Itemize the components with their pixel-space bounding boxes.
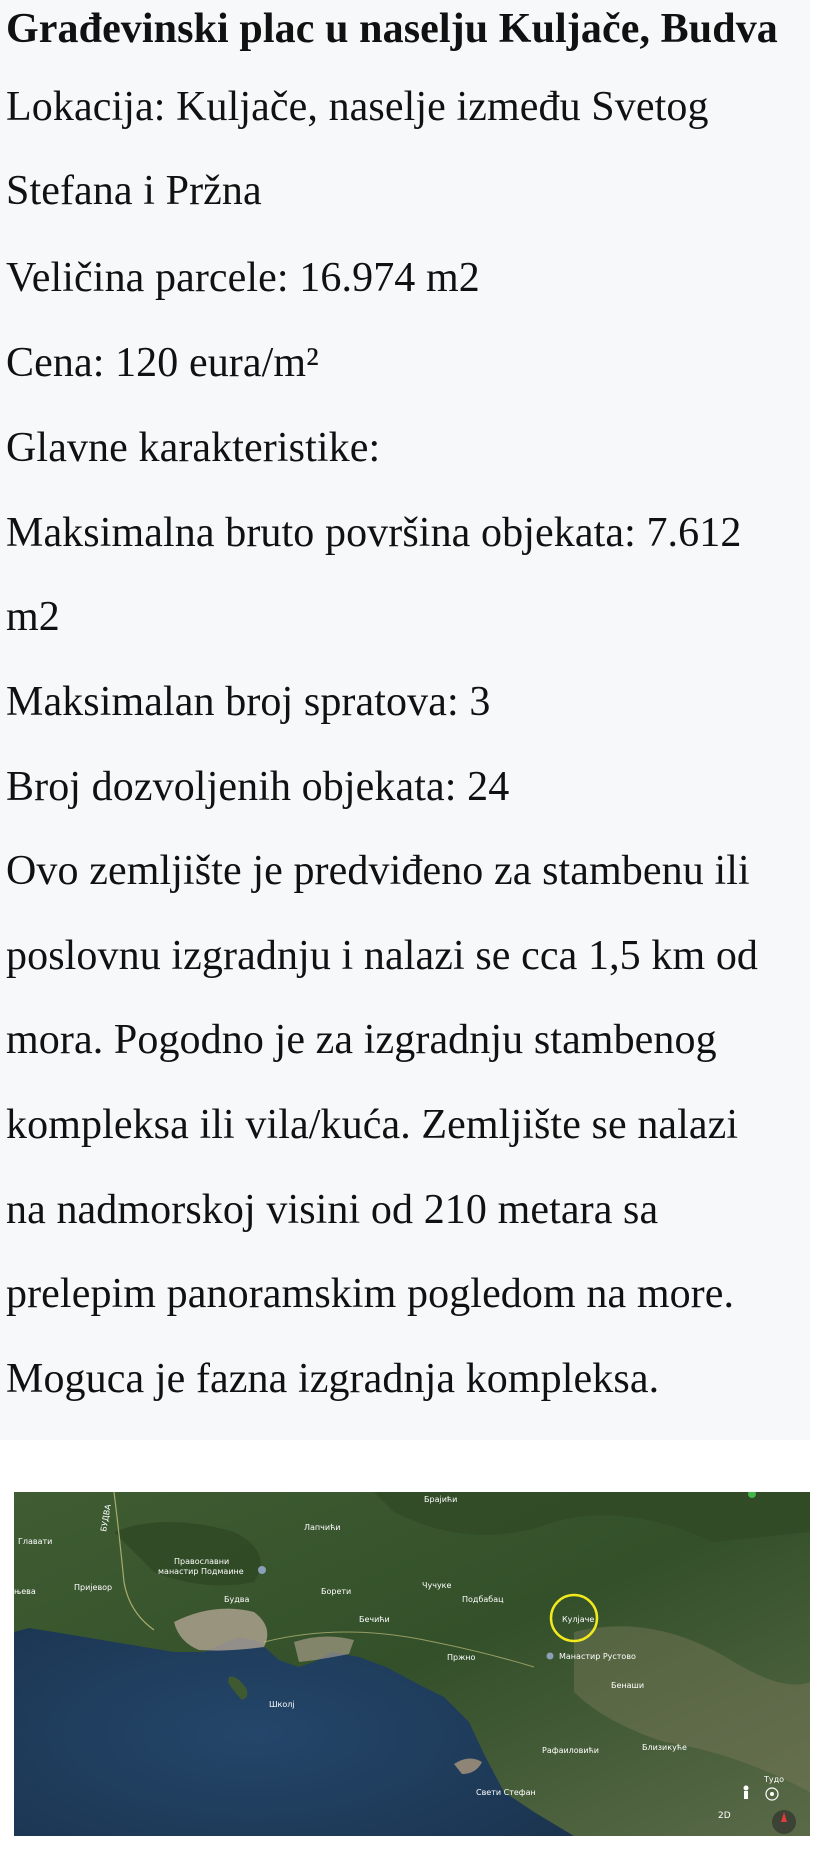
listing-title: Građevinski plac u naselju Kuljače, Budva [6,6,778,52]
label-budva: Будва [224,1595,250,1604]
label-blizikuce: Близикуће [642,1743,687,1752]
label-prijevor: Пријевор [74,1583,113,1592]
label-budva-road: БУДВА [99,1503,113,1533]
label-kuljace: Кулјаче [562,1615,595,1624]
label-tudorovici: Тудо [764,1775,785,1784]
gross-area-line-1: Maksimalna bruto površina objekata: 7.612 [6,510,742,556]
label-cucuke: Чучуке [422,1581,452,1590]
monastery-pin-icon[interactable] [258,1566,266,1574]
label-sveti-stefan: Свети Стефан [476,1788,536,1797]
description-line: Moguca je fazna izgradnja kompleksa. [6,1356,660,1402]
label-glavati: Главати [18,1537,53,1546]
description-line: na nadmorskoj visini od 210 metara sa [6,1187,659,1233]
description-line: poslovnu izgradnju i nalazi se cca 1,5 km od [6,933,759,979]
description-line: mora. Pogodno je za izgradnju stambenog [6,1017,717,1063]
description-line: Ovo zemljište je predviđeno za stambenu ili [6,848,750,894]
label-brajici: Брајићи [424,1495,458,1504]
location-line-1: Lokacija: Kuljače, naselje između Svetog [6,84,709,130]
gross-area-line-2: m2 [6,594,60,640]
label-monastery-podmaine-1: Православни [174,1557,230,1566]
label-monastery-podmaine-2: манастир Подмаине [158,1567,244,1576]
features-heading: Glavne karakteristike: [6,425,381,471]
view-2d-button[interactable]: 2D [718,1811,731,1821]
label-benasi: Бенаши [611,1681,645,1690]
satellite-map[interactable] [14,1492,810,1836]
price: Cena: 120 eura/m² [6,340,319,386]
map-canvas [14,1492,810,1836]
label-becici: Бечићи [359,1615,390,1624]
label-podbabac: Подбабац [462,1595,504,1604]
description-line: prelepim panoramskim pogledom na more. [6,1271,735,1317]
plot-size: Veličina parcele: 16.974 m2 [6,255,480,301]
label-lapcici: Лапчићи [304,1523,341,1532]
allowed-buildings: Broj dozvoljenih objekata: 24 [6,764,510,810]
monastery-pin-icon[interactable] [547,1653,554,1660]
pegman-icon[interactable] [744,1786,749,1800]
description-line: kompleksa ili vila/kuća. Zemljište se nalazi [6,1102,739,1148]
label-skolj: Школј [269,1700,295,1709]
label-rafailovici: Рафаиловићи [542,1746,600,1755]
max-floors: Maksimalan broj spratova: 3 [6,679,491,725]
compass-icon[interactable] [772,1810,796,1834]
label-manastir-rustovo: Манастир Рустово [559,1652,636,1661]
location-line-2: Stefana i Pržna [6,168,262,214]
label-beceva: њева [14,1587,36,1596]
label-przno: Пржно [447,1653,476,1662]
label-boreti: Борети [321,1587,352,1596]
